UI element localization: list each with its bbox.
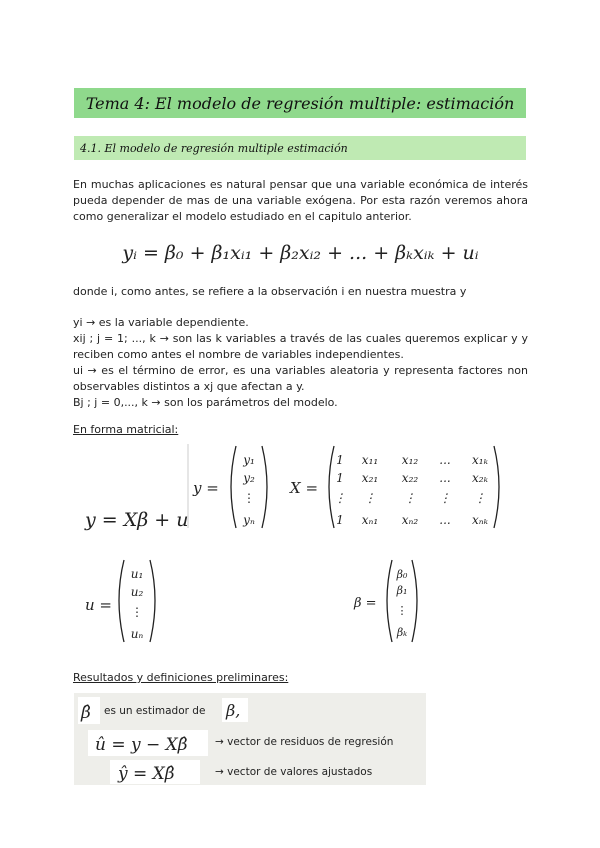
X-cell: xₙₖ: [471, 513, 489, 527]
beta-entry: β₁: [396, 584, 408, 597]
residual-description: → vector de residuos de regresión: [215, 736, 394, 748]
X-cell: ...: [439, 513, 451, 527]
X-cell: ...: [439, 453, 451, 467]
y-entry: yₙ: [243, 513, 255, 527]
X-cell: 1: [336, 471, 344, 485]
residual-equation: û = y − Xβ̂: [95, 735, 188, 755]
beta-entry: ⋮: [396, 604, 408, 617]
X-cell: x₁₁: [361, 453, 379, 467]
definition-xij: xij ; j = 1; ..., k → son las k variables a través de las cuales queremos explicar y y reciben como antes el nombre de variables independientes.: [73, 332, 528, 361]
X-cell: 1: [336, 453, 344, 467]
X-cell: 1: [336, 513, 344, 527]
definition-ui: ui → es el término de error, es una variables aleatoria y representa factores non observables distintos a xj que afectan a y.: [73, 364, 528, 393]
X-cell: ⋮: [334, 491, 346, 505]
beta-entry: βₖ: [396, 626, 408, 639]
main-equation: yᵢ = β₀ + β₁xᵢ₁ + β₂xᵢ₂ + ... + βₖxᵢₖ + uᵢ: [122, 242, 479, 264]
results-heading: Resultados y definiciones preliminares:: [73, 671, 289, 684]
matrix-model: y = Xβ + u: [85, 509, 189, 531]
y-entry: ⋮: [243, 491, 255, 505]
beta-entry: β₀: [396, 568, 408, 581]
page-title: Tema 4: El modelo de regresión multiple: estimación: [85, 93, 515, 113]
X-cell: x₂ₖ: [472, 471, 488, 485]
u-entry: u₂: [130, 585, 144, 599]
u-entry: u₁: [130, 567, 144, 581]
X-cell: ...: [439, 471, 451, 485]
estimator-text: es un estimador de: [104, 705, 206, 717]
X-cell: ⋮: [474, 491, 486, 505]
X-cell: xₙ₁: [361, 513, 379, 527]
definition-bj: Bj ; j = 0,..., k → son los parámetros del modelo.: [73, 396, 338, 409]
where-text: donde i, como antes, se refiere a la observación i en nuestra muestra y: [73, 285, 467, 298]
matrix-heading: En forma matricial:: [73, 423, 179, 436]
X-cell: ⋮: [364, 491, 376, 505]
X-cell: x₁₂: [401, 453, 419, 467]
y-entry: y₁: [243, 453, 255, 467]
u-label: u =: [85, 596, 112, 614]
X-cell: ⋮: [439, 491, 451, 505]
X-cell: x₂₁: [361, 471, 379, 485]
results-beta: β,: [226, 701, 241, 720]
beta-label: β =: [354, 596, 377, 611]
X-cell: x₁ₖ: [472, 453, 488, 467]
definition-yi: yi → es la variable dependiente.: [73, 316, 249, 329]
y-label: y =: [193, 479, 219, 497]
X-label: X =: [290, 479, 319, 497]
intro-paragraph: En muchas aplicaciones es natural pensar que una variable económica de interés pueda depender de mas de una variable exógena. Por esta razón veremos ahora como generalizar el modelo estudiado en el capitulo anterior.: [73, 178, 528, 223]
X-cell: ⋮: [404, 491, 416, 505]
y-entry: y₂: [243, 471, 255, 485]
X-cell: x₂₂: [401, 471, 419, 485]
X-cell: xₙ₂: [401, 513, 419, 527]
results-beta-hat: β̂: [81, 703, 91, 723]
section-title: 4.1. El modelo de regresión multiple estimación: [80, 141, 348, 155]
u-entry: uₙ: [130, 627, 144, 641]
fitted-equation: ŷ = Xβ̂: [118, 764, 175, 784]
u-entry: ⋮: [131, 605, 143, 619]
fitted-description: → vector de valores ajustados: [215, 766, 373, 778]
